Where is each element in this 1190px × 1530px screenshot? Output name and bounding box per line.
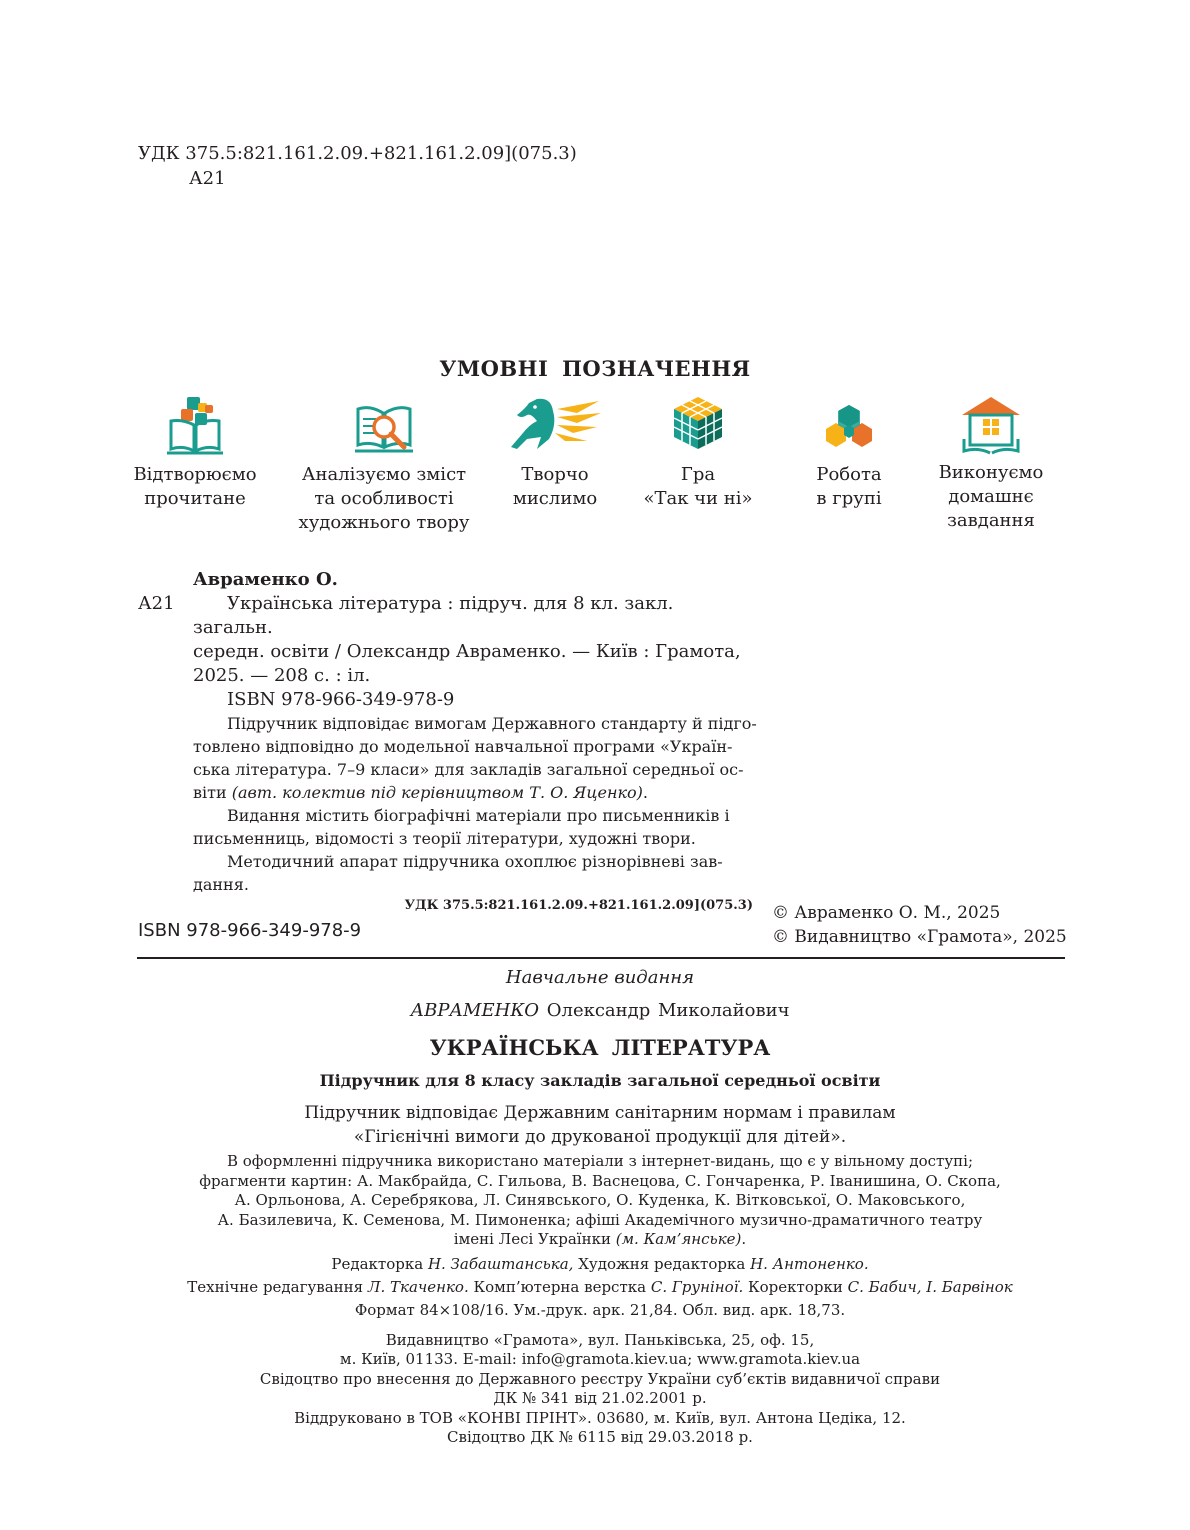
legend-label: Виконуємо домашнє завдання [938,462,1044,531]
sanitary-note: Підручник відповідає Державним санітарним нормам і правилам «Гігієнічні вимоги до друкованої продукції для дітей». [304,1103,896,1147]
divider [137,957,1065,959]
edition-type: Навчальне видання [505,967,695,988]
legend-label: Гра «Так чи ні» [643,464,753,509]
bibliographic-record [138,568,758,916]
imprint [120,966,1080,1448]
publisher-info: Видавництво «Грамота», вул. Паньківська, 25, оф. 15, м. Київ, 01133. E-mail: info@gramota.kiev.ua; www.gramota.kiev.ua Свідоцтво про внесення до Державного реєстру України суб’єктів видавничої справи ДК № 341 від 21.02.2001 р. [259,1330,941,1407]
legend-item-creative [500,395,610,511]
copyright: © Авраменко О. М., 2025 © Видавництво «Грамота», 2025 [772,903,1067,947]
bib-annotation: Підручник відповідає вимогам Державного стандарту й підго- товлено відповідно до модельної навчальної програми «Україн- ська література. 7–9 класи» для закладів загальної середньої ос- віти (авт. колектив під керівництвом Т. О. Яценко). Видання містить біографічні матеріали про письменників і письменниць, відомості з теорії літератури, художні твори. Методичний апарат підручника охоплює різнорівневі зав- дання. УДК 375.5:821.161.2.09.+821.161.2.09](075.3) [138,712,758,916]
author-full-name: АВРАМЕНКО Олександр Миколайович [410,1000,790,1021]
printer-info: Віддруковано в ТОВ «КОНВІ ПРІНТ». 03680, м. Київ, вул. Антона Цедіка, 12. Свідоцтво ДК № 6115 від 29.03.2018 р. [294,1408,906,1446]
legend-item-homework [928,395,1054,533]
isbn: ISBN 978-966-349-978-9 [138,920,362,941]
book-with-magnifier-icon [354,395,414,457]
legend-label: Робота в групі [816,464,882,509]
book-subtitle: Підручник для 8 класу закладів загальної середньої освіти [319,1071,881,1090]
bib-title-line: А21 Українська література : підруч. для 8 кл. закл. загальн. [138,593,674,638]
legend-item-recall [130,395,260,511]
bib-udk: УДК 375.5:821.161.2.09.+821.161.2.09](075.3) [404,898,753,913]
format-info: Формат 84×108/16. Ум.-друк. арк. 21,84. Обл. вид. арк. 18,73. [354,1300,846,1319]
book-with-squares-icon [165,395,225,457]
book-title: УКРАЇНСЬКА ЛІТЕРАТУРА [429,1035,771,1060]
bib-author: Авраменко О. [193,569,338,590]
legend-label: Відтворюємо прочитане [133,464,257,509]
legend-label: Творчо мислимо [512,464,598,509]
legend-item-analyze [292,395,476,535]
illustration-credits: В оформленні підручника використано матеріали з інтернет-видань, що є у вільному доступі; фрагменти картин: А. Макбрайда, С. Гильова, В. Васнецова, С. Гончаренка, Р. Іванишина, О. Скопа, А. Орльонова, А. Серебрякова, Л. Синявського, О. Куденка, К. Вітковської, О. Маковського, А. Базилевича, К. Семенова, М. Пимоненка; афіші Академічного музично-драматичного театру імені Лесі Українки (м. Кам’янське). [199,1152,1001,1248]
legend-label: Аналізуємо зміст та особливості художнього твору [298,464,470,533]
bib-title-line: 2025. — 208 с. : іл. [193,665,371,686]
house-book-icon [960,395,1022,457]
udk-code-top: УДК 375.5:821.161.2.09.+821.161.2.09](075.3) [138,143,577,164]
editorial-credits: Редакторка Н. Забаштанська, Художня редакторка Н. Антоненко. Технічне редагування Л. Ткаченко. Комп’ютерна верстка С. Груніної. Коректорки С. Бабич, І. Барвінок Формат 84×108/16. Ум.-друк. арк. 21,84. Обл. вид. арк. 18,73. [120,1253,1080,1322]
legend-title: УМОВНІ ПОЗНАЧЕННЯ [439,356,751,381]
hexagons-icon [816,395,882,455]
bib-index: А21 [138,593,175,614]
pegasus-icon [507,395,603,457]
bib-title-line: середн. освіти / Олександр Авраменко. — Київ : Грамота, [193,641,741,662]
cube-icon [670,395,726,451]
bib-isbn: ISBN 978-966-349-978-9 [227,689,455,710]
legend-item-game [632,395,764,511]
index-code-top: А21 [189,168,226,189]
legend-item-group [794,395,904,511]
